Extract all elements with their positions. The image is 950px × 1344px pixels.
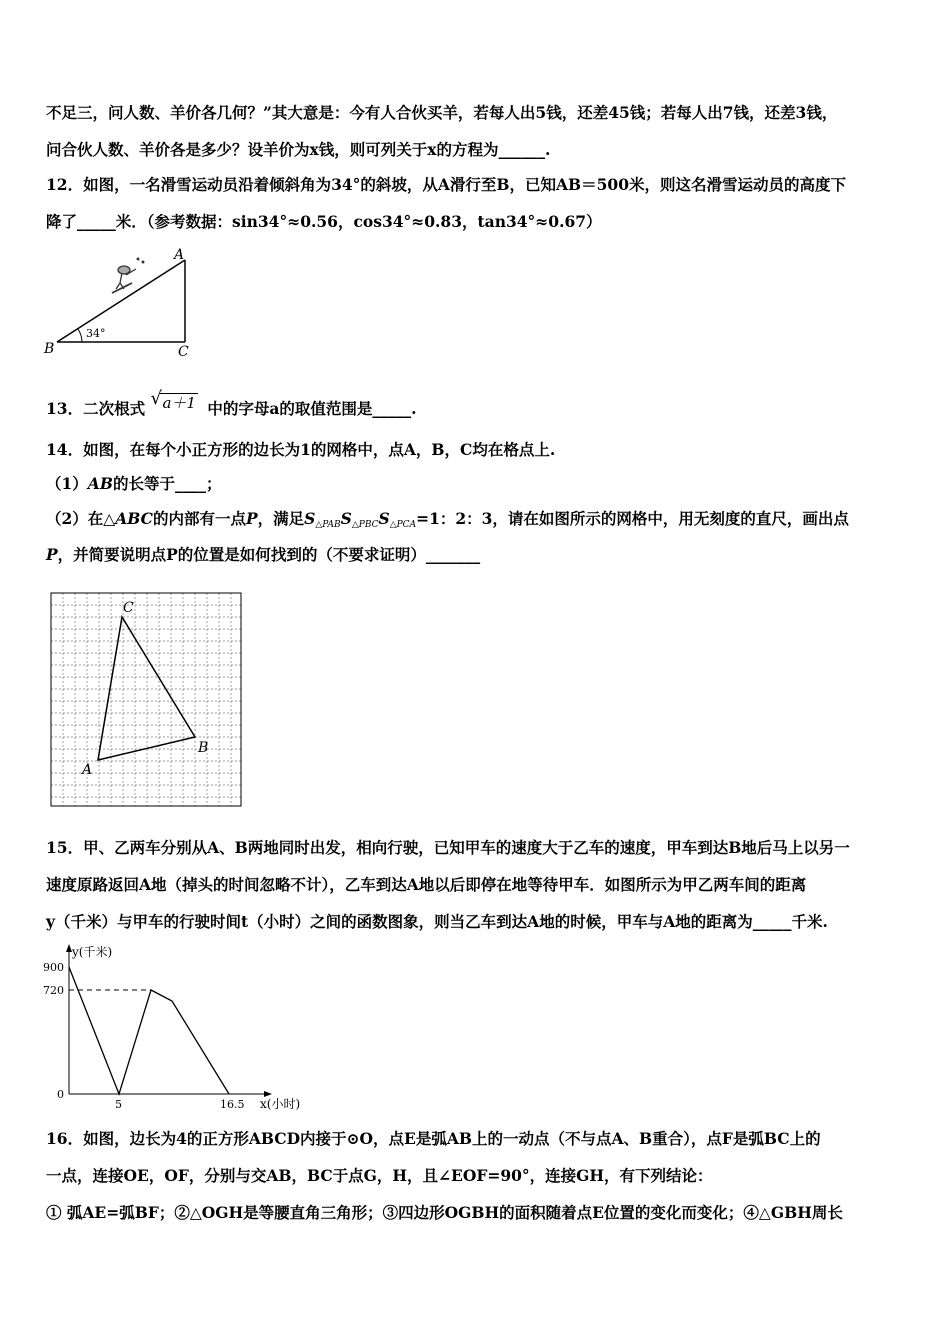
point-label-c: C — [178, 344, 189, 360]
question-14-line-4 — [46, 545, 480, 565]
tick-5: 5 — [115, 1098, 122, 1111]
part-1-prefix: （1） — [46, 474, 88, 493]
tick-900: 900 — [43, 961, 64, 974]
point-p-2: P — [46, 545, 58, 564]
question-14-line-1: 14．如图，在每个小正方形的边长为1的网格中，点A，B，C均在格点上. — [46, 440, 556, 459]
question-13-suffix: 中的字母a的取值范围是_____. — [207, 399, 417, 418]
question-16-line-3: ① 弧AE=弧BF；②△OGH是等腰直角三角形；③四边形OGBH的面积随着点E位置的变化而变化；④△GBH周长 — [46, 1203, 843, 1222]
grid-lines — [51, 593, 241, 806]
area-1: $S_{\triangle PAB}$ — [304, 509, 341, 530]
radical-sign-icon: √ — [150, 388, 162, 409]
y-axis-label: y(千米) — [72, 945, 113, 959]
skier-icon — [112, 258, 144, 293]
x-axis-label: x(小时) — [260, 1097, 301, 1111]
grid-border — [51, 593, 241, 806]
question-15-line-2: 速度原路返回A地（掉头的时间忽略不计），乙车到达A地以后即停在地等待甲车．如图所示为甲乙两车间的距离 — [46, 875, 807, 894]
angle-label: 34° — [86, 327, 106, 340]
part-2-prefix: （2）在△ — [46, 509, 116, 528]
part-2-suffix: =1：2：3，请在如图所示的网格中，用无刻度的直尺，画出点 — [416, 509, 849, 528]
question-16-line-2: 一点，连接OE，OF，分别与交AB，BC于点G，H，且∠EOF=90°，连接GH，有下列结论： — [46, 1166, 713, 1185]
grid-label-a: A — [82, 762, 93, 778]
angle-arc — [78, 329, 82, 342]
area-3: $S_{\triangle PCA}$ — [378, 509, 417, 530]
triangle-abc: ABC — [115, 509, 153, 528]
segment-ab: AB — [87, 474, 113, 493]
text-line-2: 问合伙人数、羊价各是多少？设羊价为x钱，则可列关于x的方程为______. — [46, 140, 551, 159]
question-12-line-1: 12．如图，一名滑雪运动员沿着倾斜角为34°的斜坡，从A滑行至B，已知AB＝500米，则这名滑雪运动员的高度下 — [46, 175, 847, 194]
point-label-b: B — [44, 341, 55, 357]
slope-figure — [40, 243, 200, 363]
area-2: $S_{\triangle PBC}$ — [340, 509, 379, 530]
radical-expression — [150, 388, 198, 413]
part-2-text: 的内部有一点 — [152, 509, 246, 528]
part-2-text-2: ，满足 — [257, 509, 305, 528]
distance-time-graph — [40, 938, 320, 1113]
question-14-part-1 — [46, 474, 221, 494]
question-13 — [46, 388, 417, 419]
grid-label-b: B — [198, 740, 209, 756]
question-15-line-1: 15．甲、乙两车分别从A、B两地同时出发，相向行驶，已知甲车的速度大于乙车的速度，甲车到达B地后马上以另一 — [46, 838, 850, 857]
line-4-text: ，并简要说明点P的位置是如何找到的（不要求证明）_______ — [57, 545, 481, 564]
question-13-prefix: 13．二次根式 — [46, 399, 146, 418]
point-label-a: A — [174, 247, 185, 263]
point-p: P — [246, 509, 258, 528]
radicand: a＋1 — [162, 394, 196, 412]
tick-720: 720 — [43, 984, 64, 997]
grid-label-c: C — [123, 600, 134, 616]
tick-16-5: 16.5 — [220, 1098, 245, 1111]
part-1-suffix: 的长等于____； — [112, 474, 222, 493]
question-12-line-2: 降了_____米．（参考数据：sin34°≈0.56，cos34°≈0.83，tan34°≈0.67） — [46, 212, 602, 231]
graph-polyline — [69, 967, 229, 1094]
text-line-1: 不足三，问人数、羊价各几何？”其大意是：今有人合伙买羊，若每人出5钱，还差45钱；若每人出7钱，还差3钱， — [46, 103, 838, 122]
triangle-abc — [98, 617, 195, 760]
question-15-line-3: y（千米）与甲车的行驶时间t（小时）之间的函数图象，则当乙车到达A地的时候，甲车与A地的距离为_____千米. — [46, 912, 828, 931]
grid-figure — [50, 592, 244, 808]
tick-origin: 0 — [57, 1088, 64, 1101]
question-16-line-1: 16．如图，边长为4的正方形ABCD内接于⊙O，点E是弧AB上的一动点（不与点A、B重合），点F是弧BC上的 — [46, 1129, 821, 1148]
question-14-part-2 — [46, 509, 849, 535]
